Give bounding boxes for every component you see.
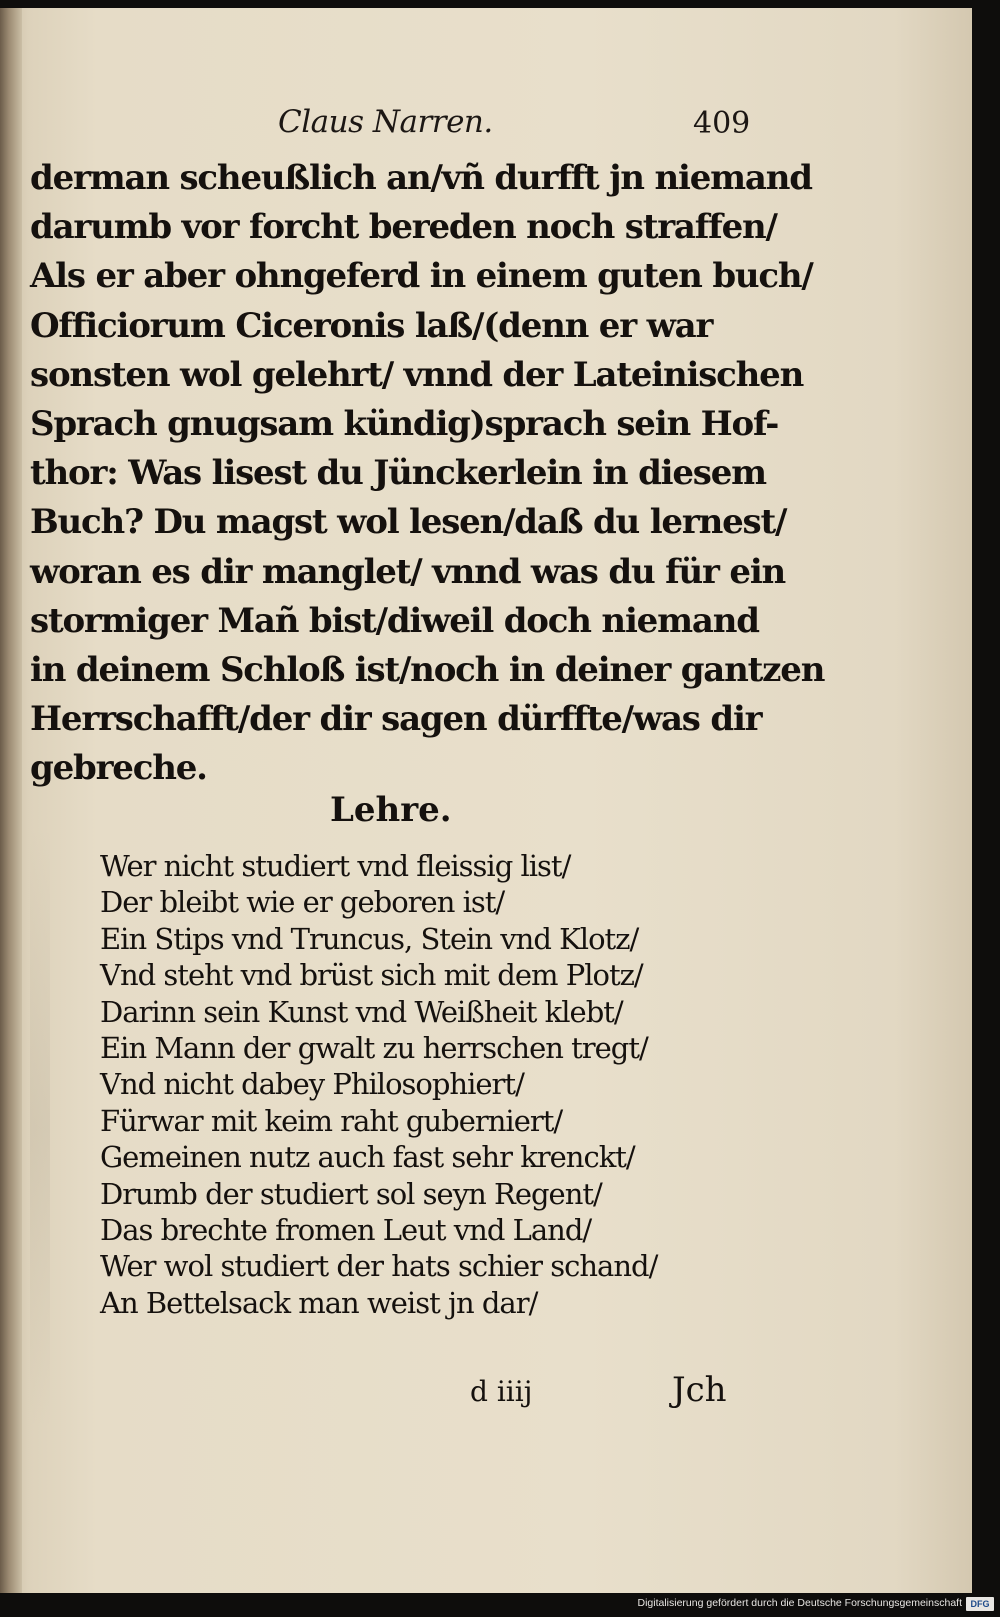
verse-line: Darinn sein Kunst vnd Weißheit klebt/ — [100, 994, 623, 1029]
verse-line: Drumb der studiert sol seyn Regent/ — [100, 1176, 602, 1211]
body-line: Officiorum Ciceronis laß/(denn er war — [30, 305, 713, 346]
page-number: 409 — [693, 106, 751, 141]
verse-line: Vnd steht vnd brüst sich mit dem Plotz/ — [100, 958, 643, 993]
body-line: Sprach gnugsam kündig)sprach sein Hof- — [30, 403, 779, 444]
verse-line: Wer nicht studiert vnd fleissig list/ — [100, 849, 571, 883]
body-line: in deinem Schloß ist/noch in deiner gantzen — [30, 649, 825, 690]
running-title: Claus Narren. — [278, 104, 493, 140]
body-line: gebreche. — [30, 748, 207, 789]
section-heading: Lehre. — [330, 790, 452, 830]
body-line: thor: Was lisest du Jünckerlein in diesem — [30, 453, 766, 494]
verse-line: Fürwar mit keim raht guberniert/ — [100, 1103, 563, 1138]
book-page — [0, 8, 972, 1593]
footer-bar — [0, 1594, 1000, 1617]
verse-line: Das brechte fromen Leut vnd Land/ — [100, 1212, 592, 1247]
verse-line: An Bettelsack man weist jn dar/ — [100, 1285, 538, 1320]
verse-line: Vnd nicht dabey Philosophiert/ — [100, 1067, 524, 1102]
verse-line: Der bleibt wie er geboren ist/ — [100, 885, 505, 920]
body-line: derman scheußlich an/vñ durfft jn niemand — [30, 158, 812, 198]
body-line: darumb vor forcht bereden noch straffen/ — [30, 207, 777, 248]
body-line: stormiger Mañ bist/diweil doch niemand — [30, 600, 759, 641]
verse-line: Wer wol studiert der hats schier schand/ — [100, 1249, 658, 1284]
catchword: Jch — [672, 1370, 727, 1410]
body-text — [30, 154, 825, 793]
body-line: Herrschafft/der dir sagen dürffte/was dir — [30, 699, 762, 740]
page-gutter — [0, 8, 22, 1593]
body-line: sonsten wol gelehrt/ vnnd der Lateinischen — [30, 354, 804, 395]
funding-credit: Digitalisierung gefördert durch die Deutsche Forschungsgemeinschaft — [637, 1597, 962, 1609]
dfg-logo: DFG — [966, 1597, 994, 1611]
verse-block — [100, 848, 780, 1321]
verse-line: Gemeinen nutz auch fast sehr krenckt/ — [100, 1140, 635, 1175]
verse-line: Ein Stips vnd Truncus, Stein vnd Klotz/ — [100, 921, 639, 956]
signature-mark: d iiij — [470, 1375, 533, 1408]
page-header — [0, 104, 972, 144]
bleed-through-shadow — [30, 828, 50, 1428]
body-line: Buch? Du magst wol lesen/daß du lernest/ — [30, 502, 787, 543]
body-line: woran es dir manglet/ vnnd was du für ein — [30, 551, 786, 592]
body-line: Als er aber ohngeferd in einem guten buch/ — [30, 256, 813, 297]
verse-line: Ein Mann der gwalt zu herrschen tregt/ — [100, 1030, 648, 1065]
